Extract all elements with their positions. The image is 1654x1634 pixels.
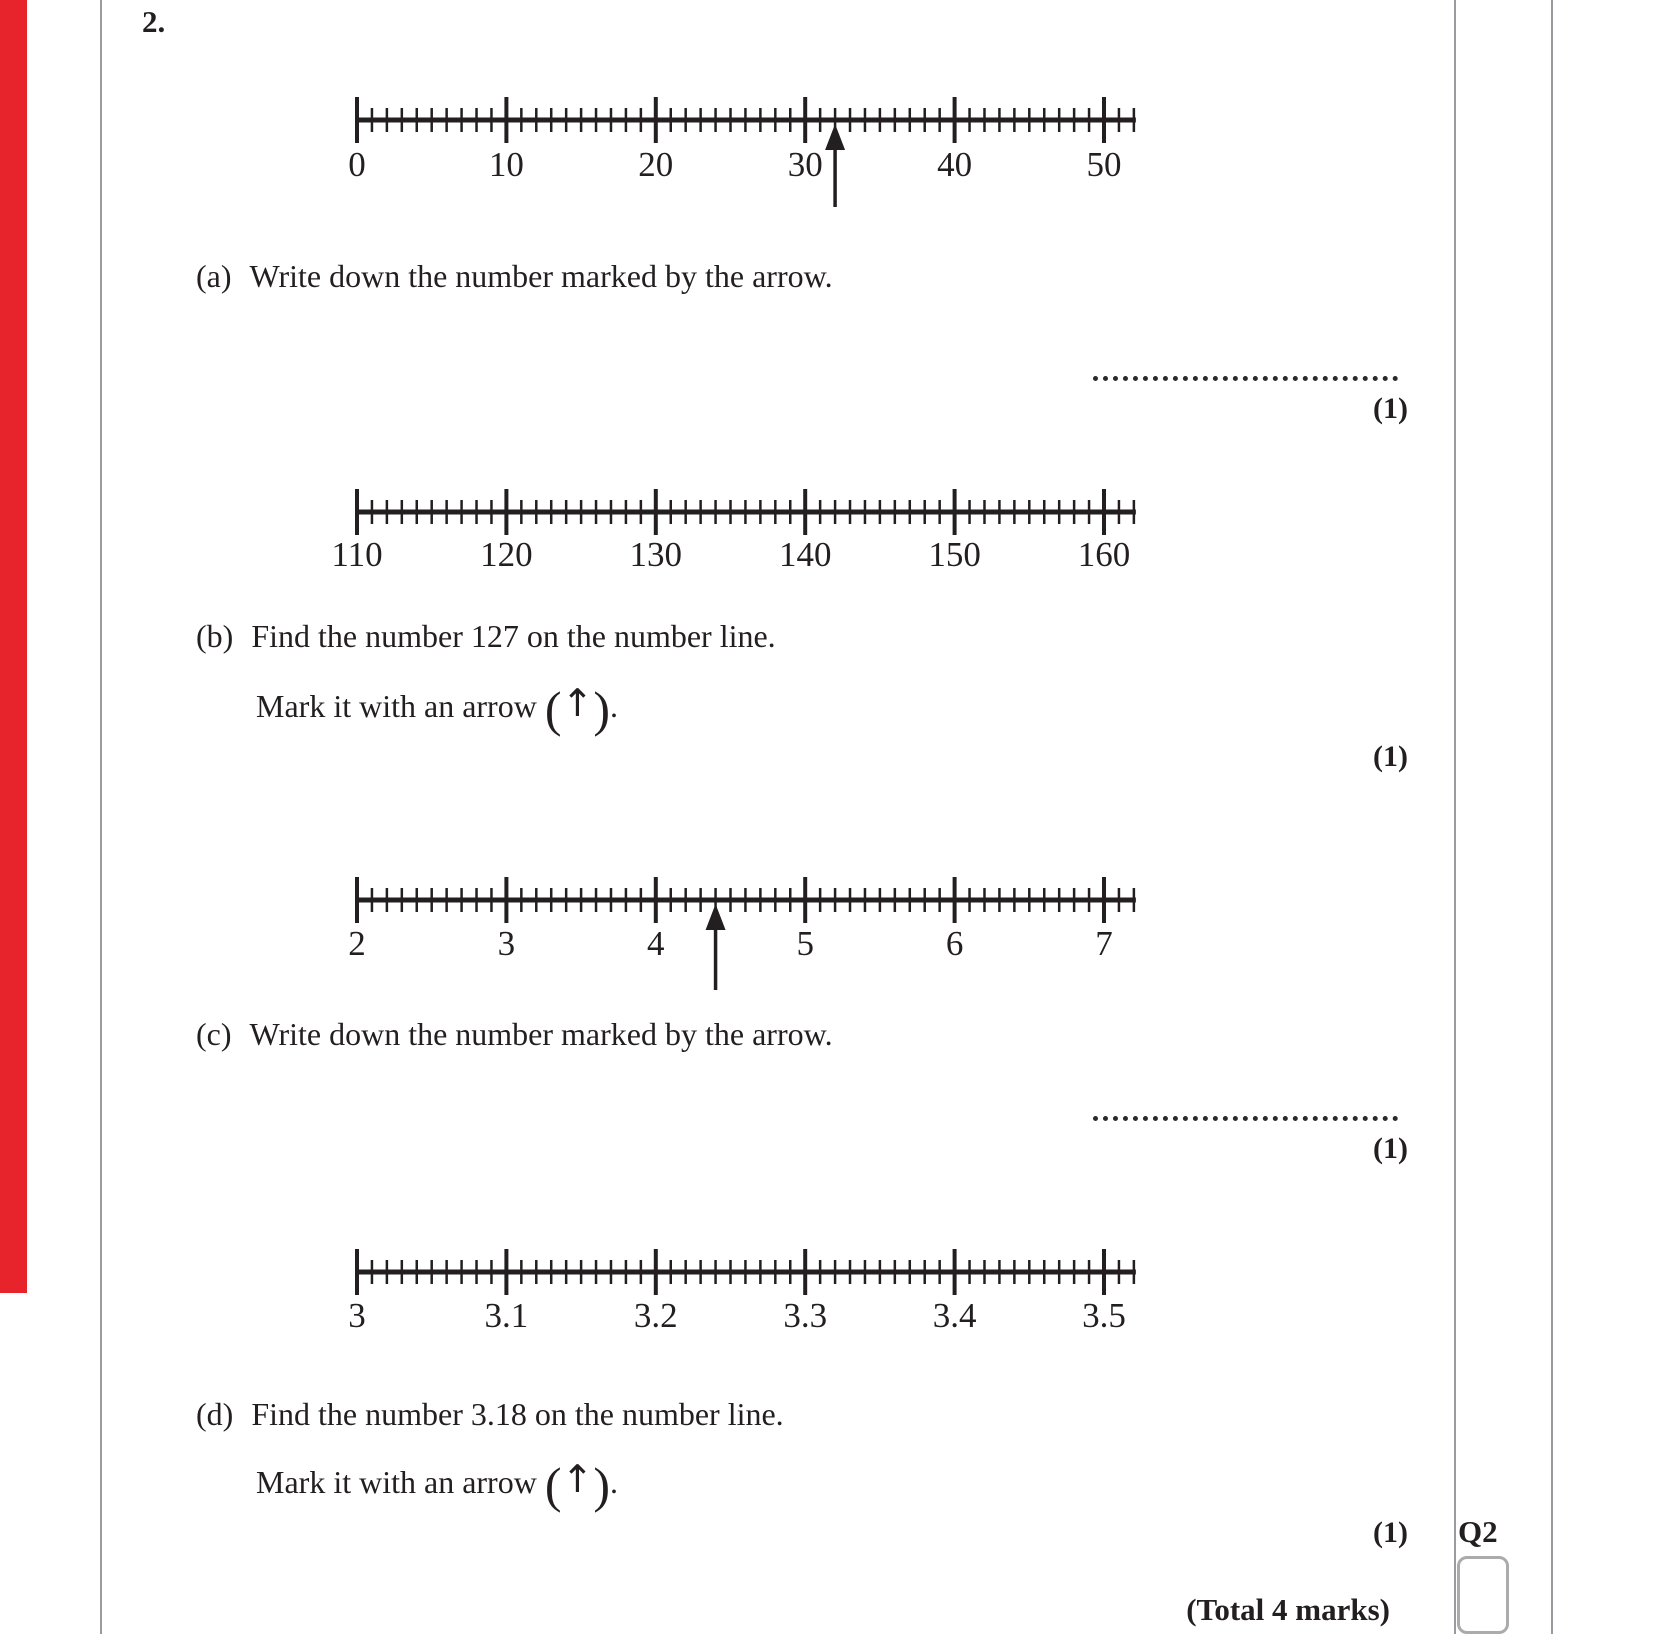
tick-label: 3.4	[932, 1296, 977, 1335]
right-margin-rule-inner	[1454, 0, 1456, 1634]
instruction-text: Mark it with an arrow	[256, 688, 545, 724]
marks-c: (1)	[1373, 1132, 1408, 1165]
tick-label: 10	[488, 145, 524, 184]
instruction-text: Mark it with an arrow	[256, 1464, 545, 1500]
part-d-text: Find the number 3.18 on the number line.	[251, 1396, 784, 1432]
part-b-row	[196, 618, 776, 655]
tick-label: 3.1	[484, 1296, 529, 1335]
part-b-text: Find the number 127 on the number line.	[251, 618, 776, 654]
question-ref: Q2	[1458, 1514, 1498, 1549]
tick-label: 3	[348, 1296, 366, 1335]
part-b-instruction	[256, 681, 618, 737]
examiner-mark-box	[1457, 1556, 1509, 1634]
part-d-row	[196, 1396, 784, 1433]
tick-label: 3.5	[1082, 1296, 1126, 1335]
open-paren: (	[544, 1457, 562, 1513]
tick-label: 20	[638, 145, 674, 184]
tick-label: 3.3	[783, 1296, 828, 1335]
tick-label: 120	[480, 535, 533, 574]
period: .	[609, 688, 618, 724]
tick-label: 110	[331, 535, 383, 574]
open-paren: (	[544, 681, 562, 737]
marks-a: (1)	[1373, 392, 1408, 425]
tick-label: 150	[928, 535, 981, 574]
tick-label: 6	[945, 924, 964, 963]
up-arrow-icon: ↑	[561, 1457, 594, 1501]
number-line-c	[330, 868, 1160, 993]
tick-label: 7	[1095, 924, 1113, 963]
answer-line-a	[1093, 362, 1398, 381]
arrow-marker	[706, 904, 726, 990]
tick-label: 3.2	[633, 1296, 678, 1335]
tick-label: 30	[787, 145, 823, 184]
tick-label: 130	[629, 535, 683, 574]
part-c-text: Write down the number marked by the arrow.	[249, 1016, 833, 1052]
part-d-label: (d)	[196, 1396, 234, 1432]
tick-label: 0	[348, 145, 366, 184]
answer-line-c	[1093, 1102, 1398, 1121]
marks-d: (1)	[1373, 1516, 1408, 1549]
tick-label: 5	[796, 924, 814, 963]
close-paren: )	[593, 681, 610, 737]
close-paren: )	[593, 1457, 610, 1513]
red-margin-bar	[0, 0, 27, 1293]
tick-label: 3	[497, 924, 516, 963]
number-line-d	[330, 1244, 1160, 1339]
number-line-b	[330, 484, 1160, 579]
part-a-row	[196, 258, 833, 295]
left-margin-rule	[100, 0, 102, 1634]
tick-label: 160	[1077, 535, 1131, 574]
arrow-marker	[825, 124, 845, 207]
tick-label: 40	[937, 145, 973, 184]
question-number: 2.	[142, 4, 166, 39]
tick-label: 4	[647, 924, 665, 963]
part-c-label: (c)	[196, 1016, 232, 1052]
part-a-label: (a)	[196, 258, 232, 294]
part-d-instruction	[256, 1457, 618, 1513]
part-b-label: (b)	[196, 618, 234, 654]
tick-label: 2	[348, 924, 366, 963]
right-margin-rule-outer	[1551, 0, 1553, 1634]
tick-label: 50	[1086, 145, 1122, 184]
up-arrow-icon: ↑	[561, 681, 594, 725]
number-line-a	[330, 88, 1160, 213]
marks-b: (1)	[1373, 740, 1408, 773]
period: .	[609, 1464, 618, 1500]
tick-label: 140	[778, 535, 832, 574]
part-a-text: Write down the number marked by the arrow.	[249, 258, 833, 294]
part-c-row	[196, 1016, 833, 1053]
total-marks: (Total 4 marks)	[1186, 1592, 1390, 1627]
